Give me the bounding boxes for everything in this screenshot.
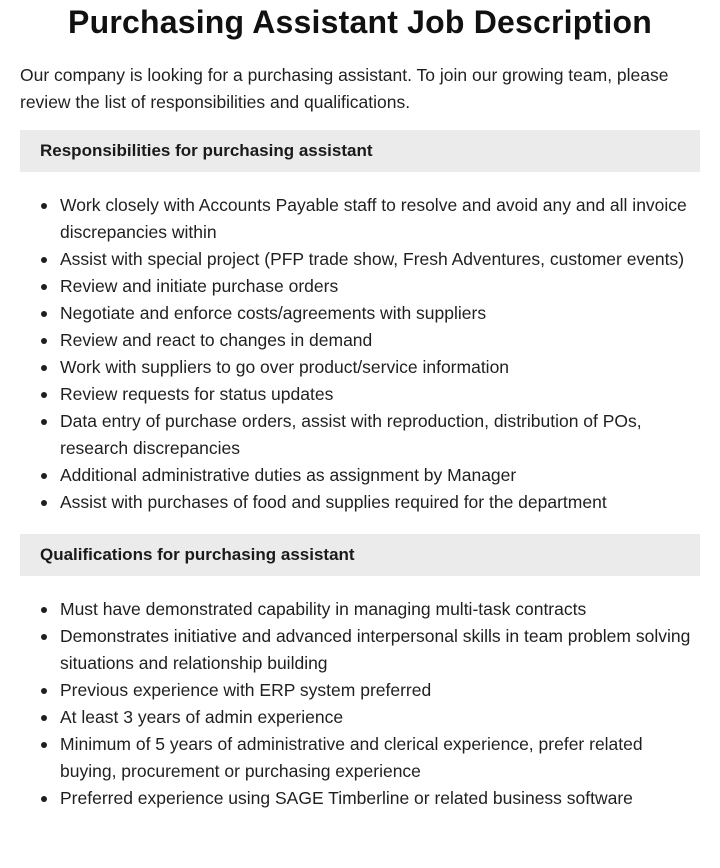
page-title: Purchasing Assistant Job Description [68,4,652,40]
list-item: Must have demonstrated capability in managing multi-task contracts [60,596,700,623]
list-item: Minimum of 5 years of administrative and clerical experience, prefer related buying, procurement or purchasing experience [60,731,700,785]
list-item: Review and react to changes in demand [60,327,700,354]
list-item: At least 3 years of admin experience [60,704,700,731]
intro-paragraph: Our company is looking for a purchasing assistant. To join our growing team, please review the list of responsibilities and qualifications. [20,65,669,112]
qualifications-list [20,596,700,812]
list-item: Assist with purchases of food and supplies required for the department [60,489,700,516]
list-item: Work closely with Accounts Payable staff to resolve and avoid any and all invoice discrepancies within [60,192,700,246]
list-item: Review requests for status updates [60,381,700,408]
list-item: Preferred experience using SAGE Timberline or related business software [60,785,700,812]
responsibilities-heading: Responsibilities for purchasing assistant [20,130,700,172]
list-item: Previous experience with ERP system preferred [60,677,700,704]
list-item: Assist with special project (PFP trade show, Fresh Adventures, customer events) [60,246,700,273]
list-item: Demonstrates initiative and advanced interpersonal skills in team problem solving situations and relationship building [60,623,700,677]
list-item: Negotiate and enforce costs/agreements with suppliers [60,300,700,327]
list-item: Review and initiate purchase orders [60,273,700,300]
list-item: Additional administrative duties as assignment by Manager [60,462,700,489]
list-item: Data entry of purchase orders, assist with reproduction, distribution of POs, research discrepancies [60,408,700,462]
list-item: Work with suppliers to go over product/service information [60,354,700,381]
qualifications-heading: Qualifications for purchasing assistant [20,534,700,576]
responsibilities-list [20,192,700,516]
